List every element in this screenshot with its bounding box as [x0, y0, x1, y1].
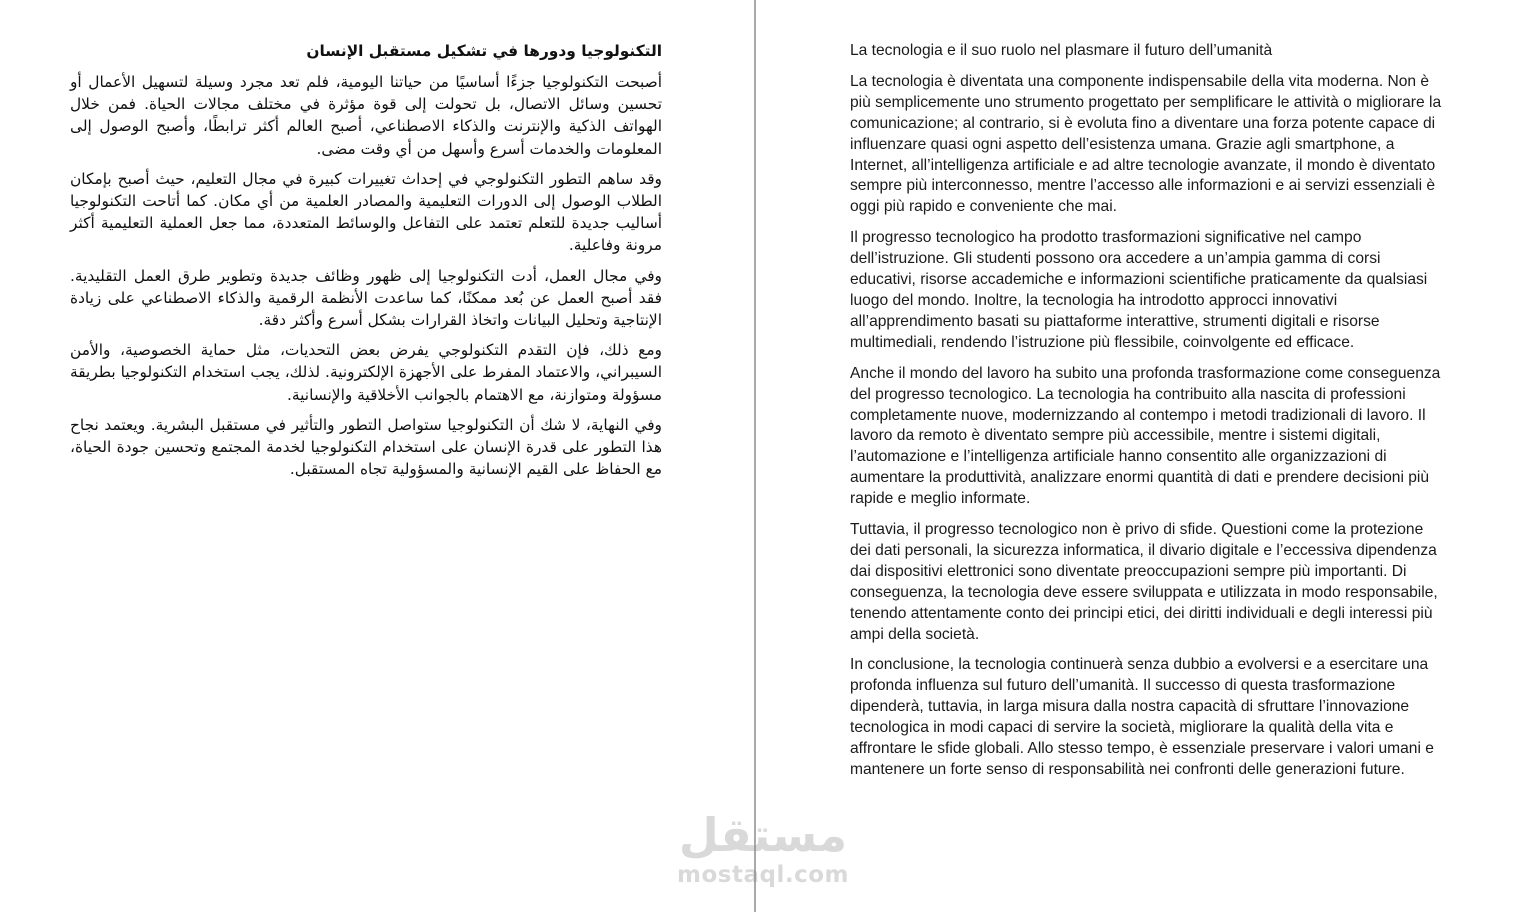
arabic-paragraph-1: أصبحت التكنولوجيا جزءًا أساسيًا من حياتنا اليومية، فلم تعد مجرد وسيلة لتسهيل الأعمال أو تحسين وسائل الاتصال، بل تحولت إلى قوة مؤثرة في مختلف مجالات الحياة. فمن خلال الهواتف الذكية والإنترنت والذكاء الاصطناعي، أصبح العالم أكثر ترابطًا، وأصبح الوصول إلى المعلومات والخدمات أسرع وأسهل من أي وقت مضى. [70, 73, 662, 158]
arabic-paragraph-4: ومع ذلك، فإن التقدم التكنولوجي يفرض بعض التحديات، مثل حماية الخصوصية، والأمن السيبراني، والاعتماد المفرط على الأجهزة الإلكترونية. لذلك، يجب استخدام التكنولوجيا بطريقة مسؤولة ومتوازنة، مع الاهتمام بالجوانب الأخلاقية والإنسانية. [70, 341, 662, 404]
arabic-paragraph-2: وقد ساهم التطور التكنولوجي في إحداث تغييرات كبيرة في مجال التعليم، حيث أصبح بإمكان الطلاب الوصول إلى الدورات التعليمية والمصادر العلمية من أي مكان. كما أتاحت التكنولوجيا أساليب جديدة للتعلم تعتمد على التفاعل والوسائط المتعددة، مما جعل العملية التعليمية أكثر مرونة وفاعلية. [70, 169, 662, 255]
italian-paragraph-2: Il progresso tecnologico ha prodotto trasformazioni significative nel campo dell’istruzione. Gli studenti possono ora accedere a un’ampia gamma di corsi educativi, risorse accademiche e informazioni scientifiche praticamente da qualsiasi luogo del mondo. Inoltre, la tecnologia ha introdotto approcci innovativi all’apprendimento basati su piattaforme interattive, strumenti digitali e risorse multimediali, rendendo l’istruzione più flessibile, coinvolgente ed efficace. [850, 229, 1428, 351]
arabic-title: التكنولوجيا ودورها في تشكيل مستقبل الإنسان [306, 42, 662, 60]
arabic-column [70, 40, 662, 488]
watermark-latin-text: mostaql.com [677, 862, 849, 888]
italian-paragraph-5: In conclusione, la tecnologia continuerà senza dubbio a evolversi e a esercitare una profonda influenza sul futuro dell’umanità. Il successo di questa trasformazione dipenderà, tuttavia, in larga misura dalla nostra capacità di sfruttare l’innovazione tecnologica in modi capaci di servire la società, migliorare la qualità della vita e affrontare le sfide globali. Allo stesso tempo, è essenziale preservare i valori umani e mantenere un forte senso di responsabilità nei confronti delle generazioni future. [850, 656, 1434, 778]
italian-column [850, 41, 1444, 791]
arabic-paragraph-3: وفي مجال العمل، أدت التكنولوجيا إلى ظهور وظائف جديدة وتطوير طرق العمل التقليدية. فقد أصبح العمل عن بُعد ممكنًا، كما ساعدت الأنظمة الرقمية والذكاء الاصطناعي على زيادة الإنتاجية وتحليل البيانات واتخاذ القرارات بشكل أسرع وأكثر دقة. [70, 266, 662, 330]
italian-paragraph-4: Tuttavia, il progresso tecnologico non è privo di sfide. Questioni come la protezione dei dati personali, la sicurezza informatica, il divario digitale e l’eccessiva dipendenza dai dispositivi elettronici sono diventate preoccupazioni sempre più importanti. Di conseguenza, la tecnologia deve essere sviluppata e utilizzata in modo responsabile, tenendo attentamente conto dei principi etici, dei diritti individuali e degli interessi più ampi della società. [850, 521, 1438, 643]
watermark-arabic-text: مستقل [678, 808, 848, 862]
arabic-paragraph-5: وفي النهاية، لا شك أن التكنولوجيا ستواصل التطور والتأثير في مستقبل البشرية. ويعتمد نجاح هذا التطور على قدرة الإنسان على استخدام التكنولوجيا لخدمة المجتمع وتحسين جودة الحياة، مع الحفاظ على القيم الإنسانية والمسؤولية تجاه المستقبل. [70, 415, 662, 479]
italian-title: La tecnologia e il suo ruolo nel plasmare il futuro dell’umanità [850, 42, 1273, 59]
italian-paragraph-1: La tecnologia è diventata una componente indispensabile della vita moderna. Non è più semplicemente uno strumento progettato per semplificare le attività o migliorare la comunicazione; al contrario, si è evoluta fino a diventare una forza potente capace di influenzare quasi ogni aspetto dell’esistenza umana. Grazie agli smartphone, a Internet, all’intelligenza artificiale e ad altre tecnologie avanzate, il mondo è diventato sempre più interconnesso, mentre l’accesso alle informazioni e ai servizi essenziali è oggi più rapido e conveniente che mai. [850, 72, 1442, 216]
italian-paragraph-3: Anche il mondo del lavoro ha subito una profonda trasformazione come conseguenza del progresso tecnologico. La tecnologia ha contribuito alla nascita di professioni completamente nuove, modernizzando al contempo i metodi tradizionali di lavoro. Il lavoro da remoto è diventato sempre più accessibile, mentre i sistemi digitali, l’automazione e l’intelligenza artificiale hanno consentito alle organizzazioni di aumentare la produttività, analizzare enormi quantità di dati e prendere decisioni più rapide e meglio informate. [850, 364, 1441, 508]
page-divider [754, 0, 756, 912]
page-left-arabic [0, 0, 755, 912]
